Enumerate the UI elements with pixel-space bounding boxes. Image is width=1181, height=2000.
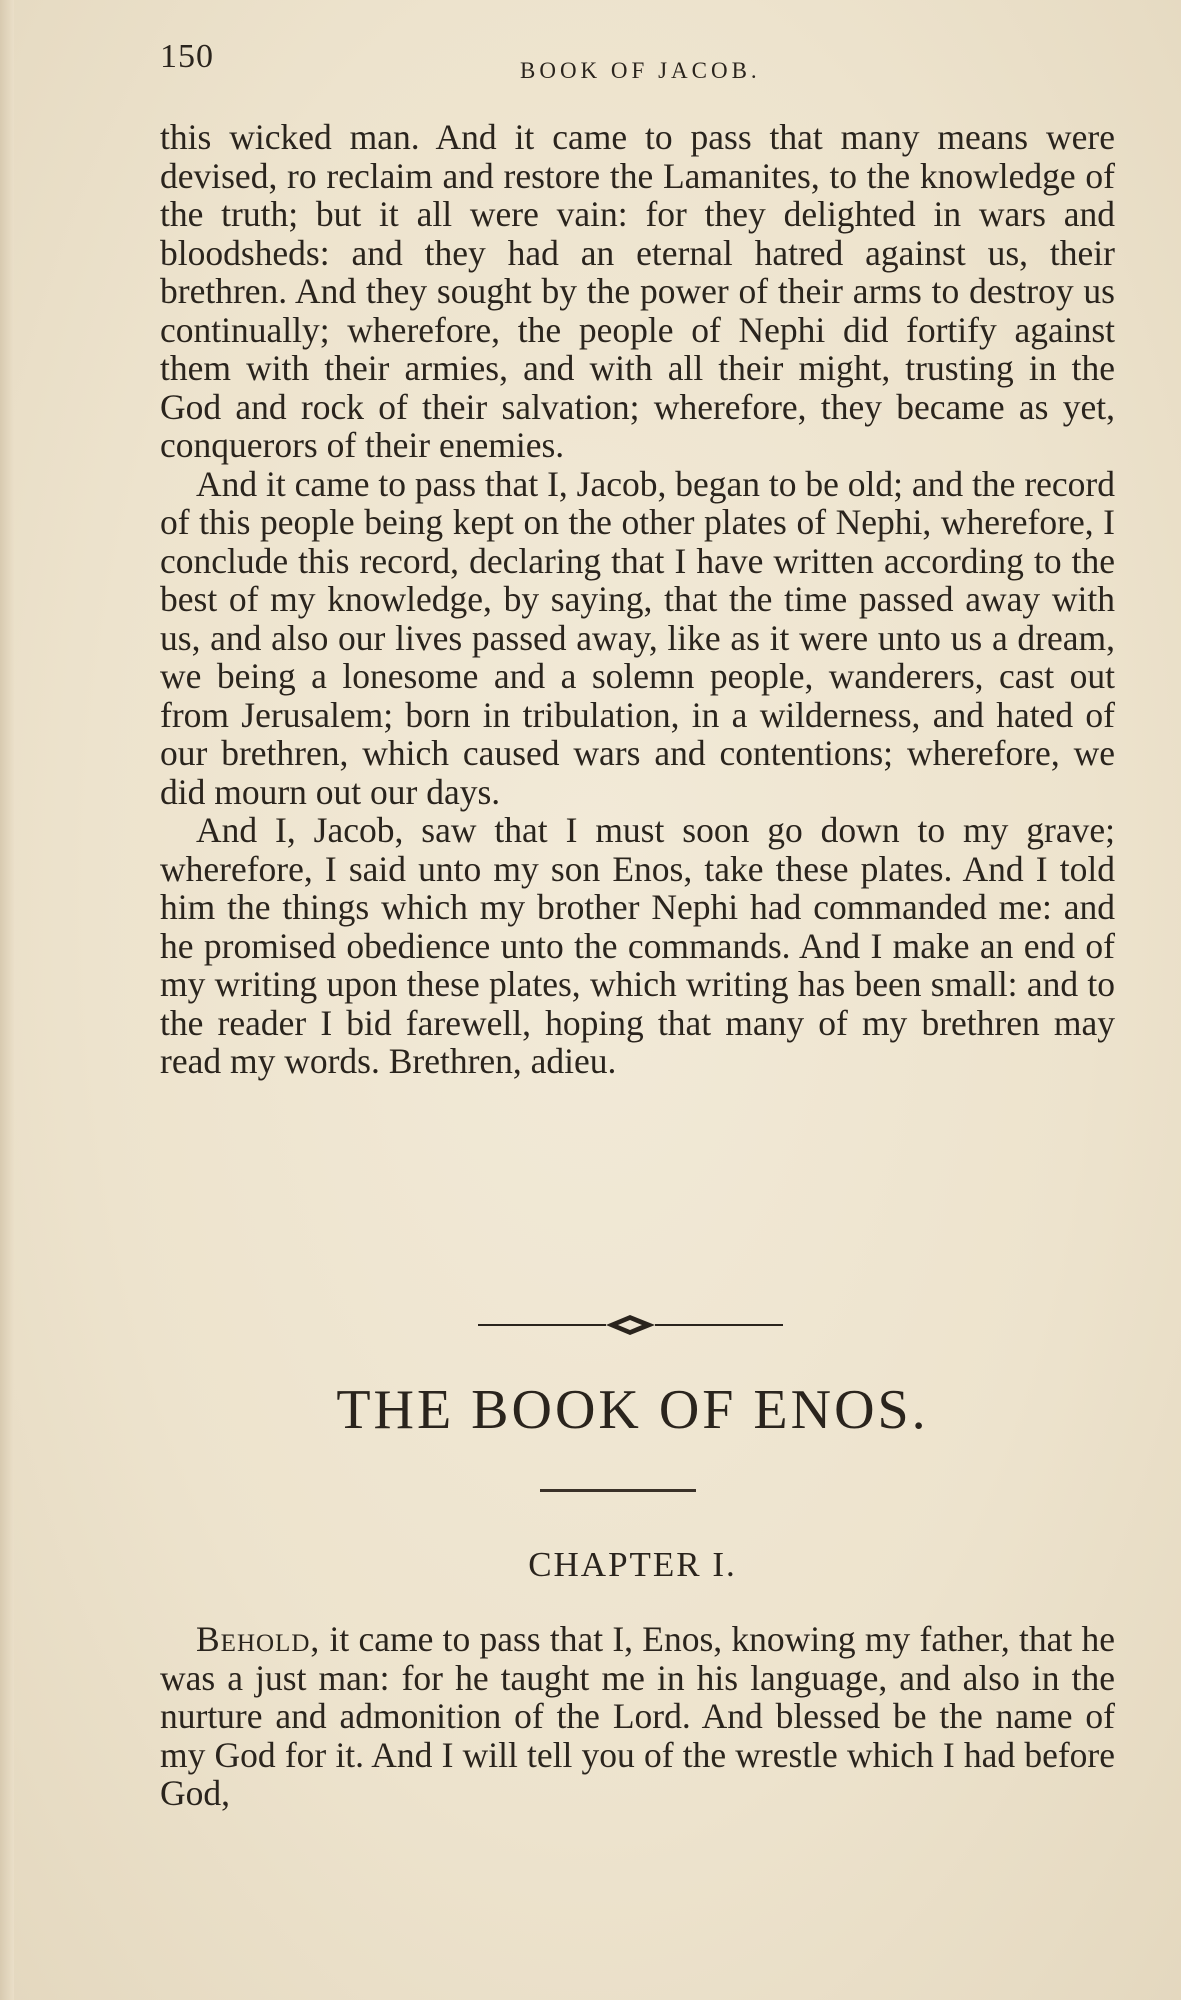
enos-text-block [160, 1620, 1115, 1813]
enos-paragraph-text: it came to pass that I, Enos, knowing my father, that he was a just man: for he taught me in his language, and also in the nurture and admonition of the Lord. And blessed be the name of my God for it. And I will tell you of the wrestle which I had before God, [160, 1619, 1115, 1813]
opening-word: Behold, [196, 1619, 321, 1659]
book-title: THE BOOK OF ENOS. [336, 1379, 929, 1441]
page-gutter-edge [0, 0, 14, 2000]
ornament-divider-icon [478, 1310, 783, 1340]
jacob-paragraph-2: And it came to pass that I, Jacob, began to be old; and the record of this people being kept on the other plates of Nephi, wherefore, I conclude this record, declaring that I have written according to the best of my knowledge, by saying, that the time passed away with us, and also our lives passed away, like as it were unto us a dream, we being a lonesome and a solemn people, wanderers, cast out from Jerusalem; born in tribulation, in a wilderness, and hated of our brethren, which caused wars and contentions; wherefore, we did mourn out our days. [160, 463, 1115, 812]
title-rule [540, 1489, 696, 1492]
running-head [160, 38, 1110, 88]
jacob-paragraph-3: And I, Jacob, saw that I must soon go down to my grave; wherefore, I said unto my son Enos, take these plates. And I told him the things which my brother Nephi had commanded me: and he promised obedience unto the commands. And I make an end of my writing upon these plates, which writing has been small: and to the reader I bid farewell, hoping that many of my brethren may read my words. Brethren, adieu. [160, 810, 1115, 1081]
enos-paragraph-1 [160, 1620, 1115, 1813]
running-title: BOOK OF JACOB. [520, 58, 761, 83]
page-number: 150 [160, 38, 214, 75]
jacob-text-block [160, 118, 1115, 1081]
jacob-paragraph-1: this wicked man. And it came to pass that many means were devised, ro reclaim and restore the Lamanites, to the knowledge of the truth; but it all were vain: for they delighted in wars and bloodsheds: and they had an eternal hatred against us, their brethren. And they sought by the power of their arms to destroy us continually; wherefore, the people of Nephi did fortify against them with their armies, and with all their might, trusting in the God and rock of their salvation; wherefore, they became as yet, conquerors of their enemies. [160, 117, 1115, 465]
chapter-title: CHAPTER I. [528, 1545, 737, 1584]
